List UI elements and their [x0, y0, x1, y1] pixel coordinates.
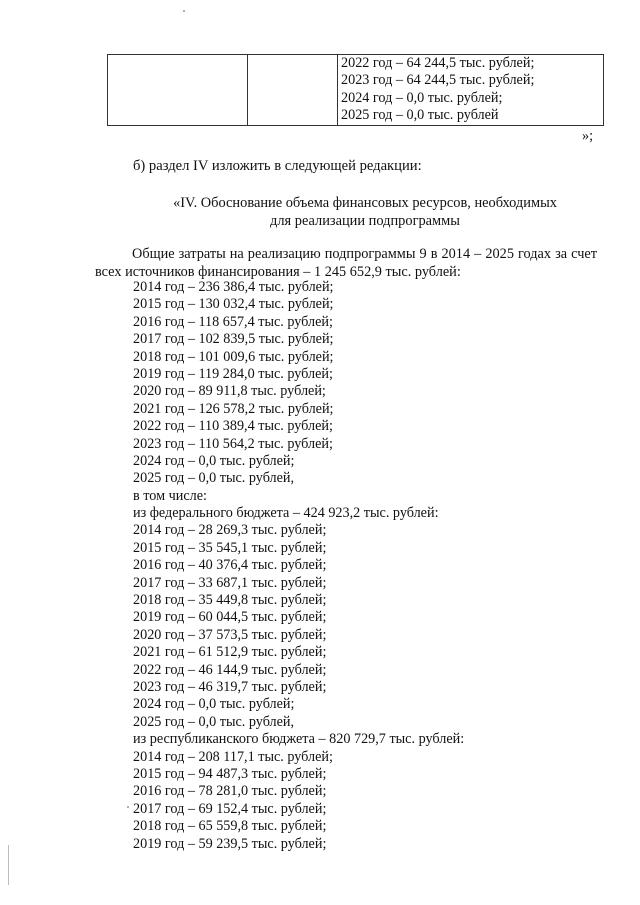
list-item: 2024 год – 0,0 тыс. рублей;: [133, 452, 295, 469]
list-item: 2019 год – 60 044,5 тыс. рублей;: [133, 609, 327, 626]
list-item: 2016 год – 78 281,0 тыс. рублей;: [133, 783, 327, 800]
funding-list: [133, 279, 464, 853]
list-item: 2018 год – 101 009,6 тыс. рублей;: [133, 348, 334, 365]
list-item: 2019 год – 59 239,5 тыс. рублей;: [133, 835, 327, 852]
table-row: [108, 55, 604, 126]
list-item: 2022 год – 46 144,9 тыс. рублей;: [133, 661, 327, 678]
list-item: 2014 год – 236 386,4 тыс. рублей;: [133, 279, 334, 295]
table-cell-line: 2024 год – 0,0 тыс. рублей;: [341, 89, 503, 106]
section-intro: б) раздел IV изложить в следующей редакции:: [133, 158, 422, 174]
closing-quote-mark: »;: [582, 128, 594, 144]
list-item: 2018 год – 35 449,8 тыс. рублей;: [133, 592, 327, 609]
list-item: 2015 год – 35 545,1 тыс. рублей;: [133, 539, 327, 556]
list-item: 2017 год – 69 152,4 тыс. рублей;: [133, 800, 327, 817]
table-cell-funding: [338, 55, 604, 126]
list-item: 2021 год – 126 578,2 тыс. рублей;: [133, 400, 334, 417]
list-item: 2018 год – 65 559,8 тыс. рублей;: [133, 818, 327, 835]
list-item: 2015 год – 130 032,4 тыс. рублей;: [133, 296, 334, 313]
list-item: 2019 год – 119 284,0 тыс. рублей;: [133, 365, 333, 382]
list-item: 2015 год – 94 487,3 тыс. рублей;: [133, 765, 327, 782]
section-heading-line-1: «IV. Обоснование объема финансовых ресурсов, необходимых: [173, 195, 557, 211]
list-item: 2017 год – 102 839,5 тыс. рублей;: [133, 331, 334, 348]
table-cell-empty-1: [108, 55, 248, 126]
scan-speck: [183, 10, 185, 12]
table-cell-empty-2: [248, 55, 338, 126]
list-item: в том числе:: [133, 487, 207, 504]
budget-table-fragment: [107, 54, 604, 126]
list-item: 2014 год – 28 269,3 тыс. рублей;: [133, 522, 327, 539]
list-item: из федерального бюджета – 424 923,2 тыс. рублей:: [133, 505, 439, 522]
list-item: 2021 год – 61 512,9 тыс. рублей;: [133, 644, 327, 661]
list-item: 2014 год – 208 117,1 тыс. рублей;: [133, 748, 333, 765]
list-item: 2016 год – 118 657,4 тыс. рублей;: [133, 313, 333, 330]
list-item: 2017 год – 33 687,1 тыс. рублей;: [133, 574, 327, 591]
list-item: 2020 год – 89 911,8 тыс. рублей;: [133, 383, 326, 400]
list-item: 2016 год – 40 376,4 тыс. рублей;: [133, 557, 327, 574]
list-item: из республиканского бюджета – 820 729,7 тыс. рублей:: [133, 731, 465, 748]
list-item: 2024 год – 0,0 тыс. рублей;: [133, 696, 295, 713]
list-item: 2020 год – 37 573,5 тыс. рублей;: [133, 626, 327, 643]
list-item: 2022 год – 110 389,4 тыс. рублей;: [133, 418, 333, 435]
table-cell-line: 2025 год – 0,0 тыс. рублей: [341, 107, 499, 124]
list-item: 2025 год – 0,0 тыс. рублей,: [133, 713, 295, 730]
total-costs-paragraph: Общие затраты на реализацию подпрограммы 9 в 2014 – 2025 годах за счет всех источников финансирования – 1 245 652,9 тыс. рублей:: [95, 246, 597, 280]
section-heading-line-2: для реализации подпрограммы: [270, 213, 460, 229]
scan-margin-line: [8, 845, 9, 885]
list-item: 2025 год – 0,0 тыс. рублей,: [133, 470, 295, 487]
list-item: 2023 год – 110 564,2 тыс. рублей;: [133, 435, 333, 452]
table-cell-line: 2023 год – 64 244,5 тыс. рублей;: [341, 72, 535, 89]
list-item: 2023 год – 46 319,7 тыс. рублей;: [133, 678, 327, 695]
scan-speck: [127, 806, 129, 808]
table-cell-line: 2022 год – 64 244,5 тыс. рублей;: [341, 55, 535, 71]
